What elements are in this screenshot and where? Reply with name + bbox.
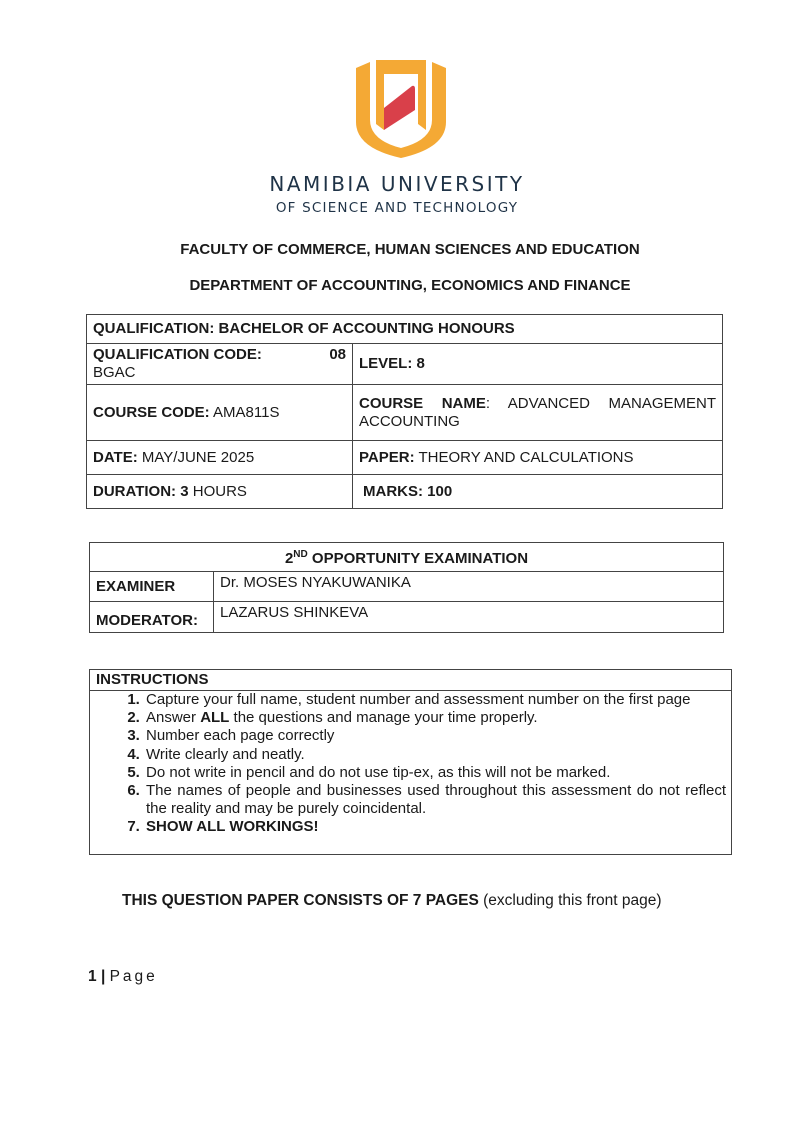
course-name-cell: COURSE NAME: ADVANCED MANAGEMENT ACCOUNTING <box>353 385 723 441</box>
instruction-item: 3. Number each page correctly <box>144 727 726 745</box>
examination-table <box>89 542 724 633</box>
instruction-item: 6. The names of people and businesses used throughout this assessment do not reflect the reality and may be purely coincidental. <box>144 782 726 818</box>
paper-cell: PAPER: THEORY AND CALCULATIONS <box>353 441 723 475</box>
course-code-cell: COURSE CODE: AMA811S <box>87 385 353 441</box>
department-heading: DEPARTMENT OF ACCOUNTING, ECONOMICS AND FINANCE <box>189 277 631 294</box>
instruction-item: 7. SHOW ALL WORKINGS! <box>144 818 726 836</box>
moderator-label: MODERATOR: <box>90 602 214 633</box>
university-name: NAMIBIA UNIVERSITY <box>269 172 525 196</box>
date-cell: DATE: MAY/JUNE 2025 <box>87 441 353 475</box>
level-cell: LEVEL: 8 <box>353 344 723 385</box>
instructions-list <box>90 691 731 837</box>
university-logo <box>356 58 446 158</box>
examiner-label: EXAMINER <box>90 572 214 602</box>
marks-cell: MARKS: 100 <box>353 475 723 509</box>
instruction-item: 2. Answer ALL the questions and manage your time properly. <box>144 709 726 727</box>
duration-cell: DURATION: 3 HOURS <box>87 475 353 509</box>
course-details-table <box>86 314 723 509</box>
exam-title: 2ND OPPORTUNITY EXAMINATION <box>90 543 724 572</box>
examiner-value: Dr. MOSES NYAKUWANIKA <box>214 572 724 602</box>
instructions-box <box>89 669 732 855</box>
instruction-item: 4. Write clearly and neatly. <box>144 746 726 764</box>
moderator-value: LAZARUS SHINKEVA <box>214 602 724 633</box>
faculty-heading: FACULTY OF COMMERCE, HUMAN SCIENCES AND EDUCATION <box>180 241 640 258</box>
qualification-cell: QUALIFICATION: BACHELOR OF ACCOUNTING HONOURS <box>87 315 723 344</box>
qualification-code-cell: QUALIFICATION CODE: 08 BGAC <box>87 344 353 385</box>
university-subtitle: OF SCIENCE AND TECHNOLOGY <box>275 200 519 216</box>
instructions-title: INSTRUCTIONS <box>90 670 731 691</box>
instruction-item: 1. Capture your full name, student number and assessment number on the first page <box>144 691 726 709</box>
page-count-note: THIS QUESTION PAPER CONSISTS OF 7 PAGES (excluding this front page) <box>122 892 662 909</box>
instruction-item: 5. Do not write in pencil and do not use tip-ex, as this will not be marked. <box>144 764 726 782</box>
page-number: 1 | Page <box>88 968 158 985</box>
